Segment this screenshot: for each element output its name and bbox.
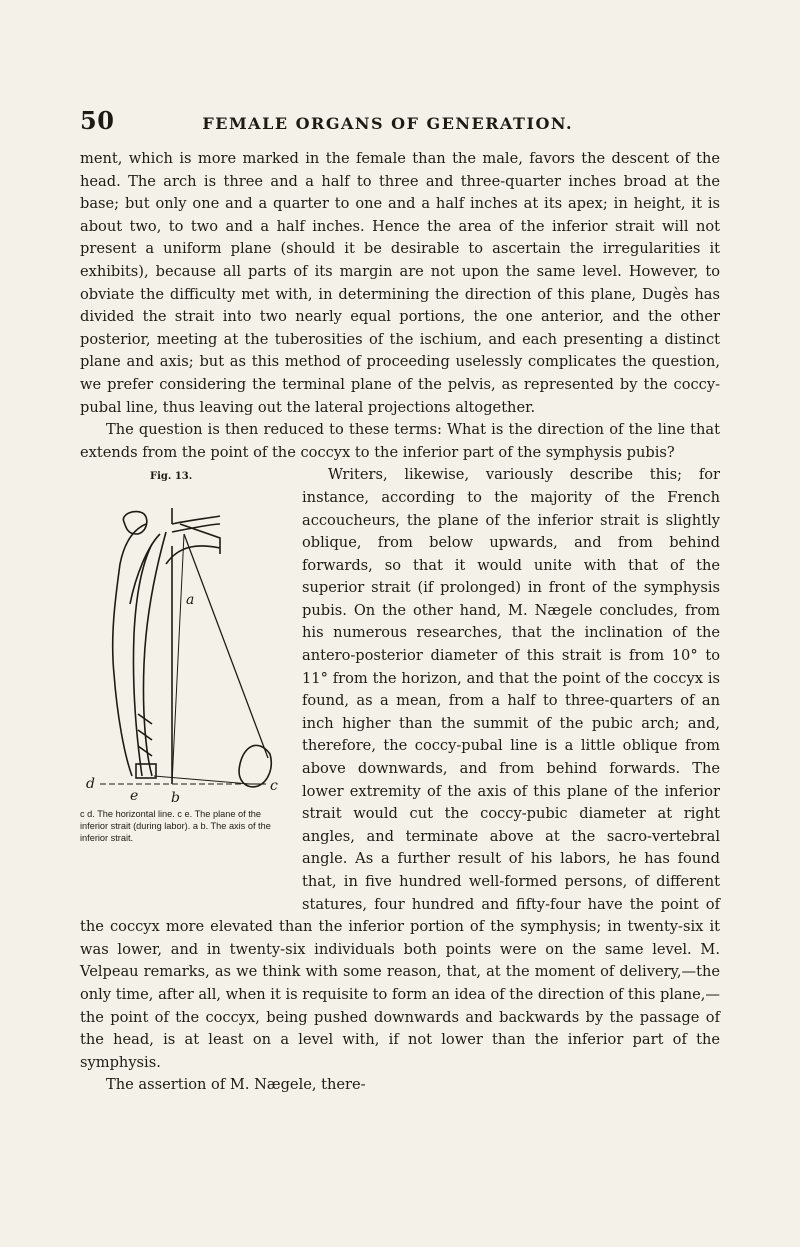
body-text bbox=[80, 148, 720, 1097]
paragraph-4: The assertion of M. Nægele, there- bbox=[106, 1076, 366, 1094]
paragraph-3 bbox=[80, 464, 720, 1074]
paragraph-2: The question is then reduced to these terms: What is the direction of the line that extends from the point of the coccyx to the inferior part of the symphysis pubis? bbox=[80, 421, 720, 461]
page-header bbox=[80, 106, 720, 135]
label-c: c bbox=[270, 778, 278, 795]
label-b: b bbox=[171, 790, 180, 805]
label-a: a bbox=[186, 592, 195, 609]
label-e: e bbox=[130, 788, 139, 805]
figure-label: Fig. 13. bbox=[150, 471, 193, 483]
pelvis-diagram bbox=[80, 484, 288, 804]
figure-caption: c d. The horizontal line. c e. The plane of the inferior strait (during labor). a b. The axis of the inferior strait. bbox=[80, 809, 271, 844]
paragraph-1: ment, which is more marked in the female than the male, favors the descent of the head. The arch is three and a half to three and three-quarter inches broad at the base; but only one and a quarter to one and a half inches at its apex; in height, it is about two, to two and a half inches. Hence the area of the inferior strait will not present a uniform plane (should it be desirable to ascertain the irregularities it exhibits), because all parts of its margin are not upon the same level. However, to obviate the difficulty met with, in determining the direction of this plane, Dugès has divided the strait into two nearly equal portions, the one anterior, and the other posterior, meeting at the tuberosities of the ischium, and each presenting a distinct plane and axis; but as this method of proceeding uselessly complicates the question, we prefer considering the terminal plane of the pelvis, as represented by the coccy-pubal line, thus leaving out the lateral projections altogether. bbox=[80, 150, 720, 416]
figure-13 bbox=[80, 466, 288, 902]
paragraph-3-text: Writers, likewise, variously describe this; for instance, according to the majority of the French accoucheurs, the plane of the inferior strait is slightly oblique, from below upwards, and from behind forwards, so that it would unite with that of the superior strait (if prolonged) in front of the symphysis pubis. On the other hand, M. Nægele concludes, from his numerous researches, that the inclination of the antero-posterior diameter of this strait is from 10° to 11° from the horizon, and that the point of the coccyx is found, as a mean, from a half to three-quarters of an inch higher than the summit of the pubic arch; and, therefore, the coccy-pubal line is a little oblique from above downwards, and from behind forwards. The lower extremity of the axis of this plane of the inferior strait would cut the coccy-pubic diameter at right angles, and terminate above at the sacro-vertebral angle. As a further result of his labors, he has found that, in five hundred well-formed persons, of different statures, four hundred and fifty-four have the point of the coccyx more elevated than the inferior portion of the symphysis; in twenty-six it was lower, and in twenty-six individuals both points were on the same level. M. Velpeau remarks, as we think with some reason, that, at the moment of delivery,—the only time, after all, when it is requisite to form an idea of the direction of this plane,—the point of the coccyx, being pushed downwards and backwards by the passage of the head, is at least on a level with, if not lower than the inferior part of the symphysis. bbox=[80, 466, 720, 1071]
label-d: d bbox=[86, 776, 95, 793]
running-head: FEMALE ORGANS OF GENERATION. bbox=[202, 114, 574, 133]
page-number: 50 bbox=[80, 106, 115, 135]
